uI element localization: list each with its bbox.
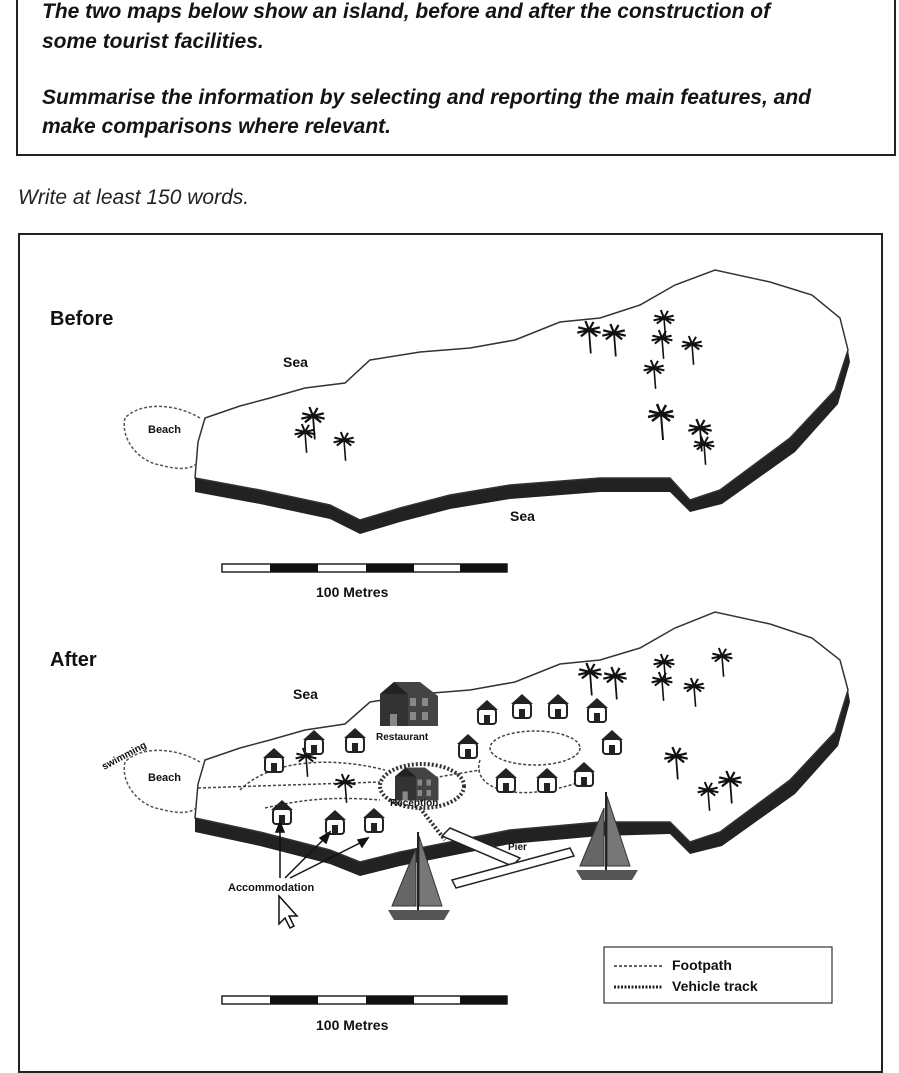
after-scale-label: 100 Metres <box>316 1017 389 1033</box>
task-line-2: some tourist facilities. <box>42 30 264 53</box>
task-line-3: Summarise the information by selecting and reporting the main features, and <box>42 86 811 109</box>
before-scale-bar <box>222 564 507 572</box>
after-title: After <box>50 649 97 671</box>
mouse-cursor-icon <box>279 896 297 928</box>
word-count-instruction: Write at least 150 words. <box>18 186 250 209</box>
task-line-4: make comparisons where relevant. <box>42 115 391 138</box>
restaurant-building <box>380 682 438 726</box>
after-beach-label: Beach <box>148 772 182 784</box>
before-map <box>50 270 850 600</box>
after-map <box>50 612 850 1033</box>
before-beach-area <box>124 406 200 468</box>
before-sea-bottom-label: Sea <box>510 508 535 524</box>
pier-label: Pier <box>508 842 527 853</box>
before-title: Before <box>50 308 114 330</box>
after-sea-label: Sea <box>293 686 318 702</box>
after-scale-bar <box>222 996 507 1004</box>
reception-label: Reception <box>390 798 439 809</box>
restaurant-label: Restaurant <box>376 732 429 743</box>
before-scale-label: 100 Metres <box>316 584 389 600</box>
before-sea-top-label: Sea <box>283 354 308 370</box>
legend-vehicle-track-label: Vehicle track <box>672 978 758 994</box>
before-beach-label: Beach <box>148 424 182 436</box>
legend-footpath-label: Footpath <box>672 957 732 973</box>
swimming-label: swimming <box>100 739 149 773</box>
legend <box>604 947 832 1003</box>
task-line-1: The two maps below show an island, before and after the construction of <box>42 0 771 23</box>
accommodation-label: Accommodation <box>228 882 315 894</box>
